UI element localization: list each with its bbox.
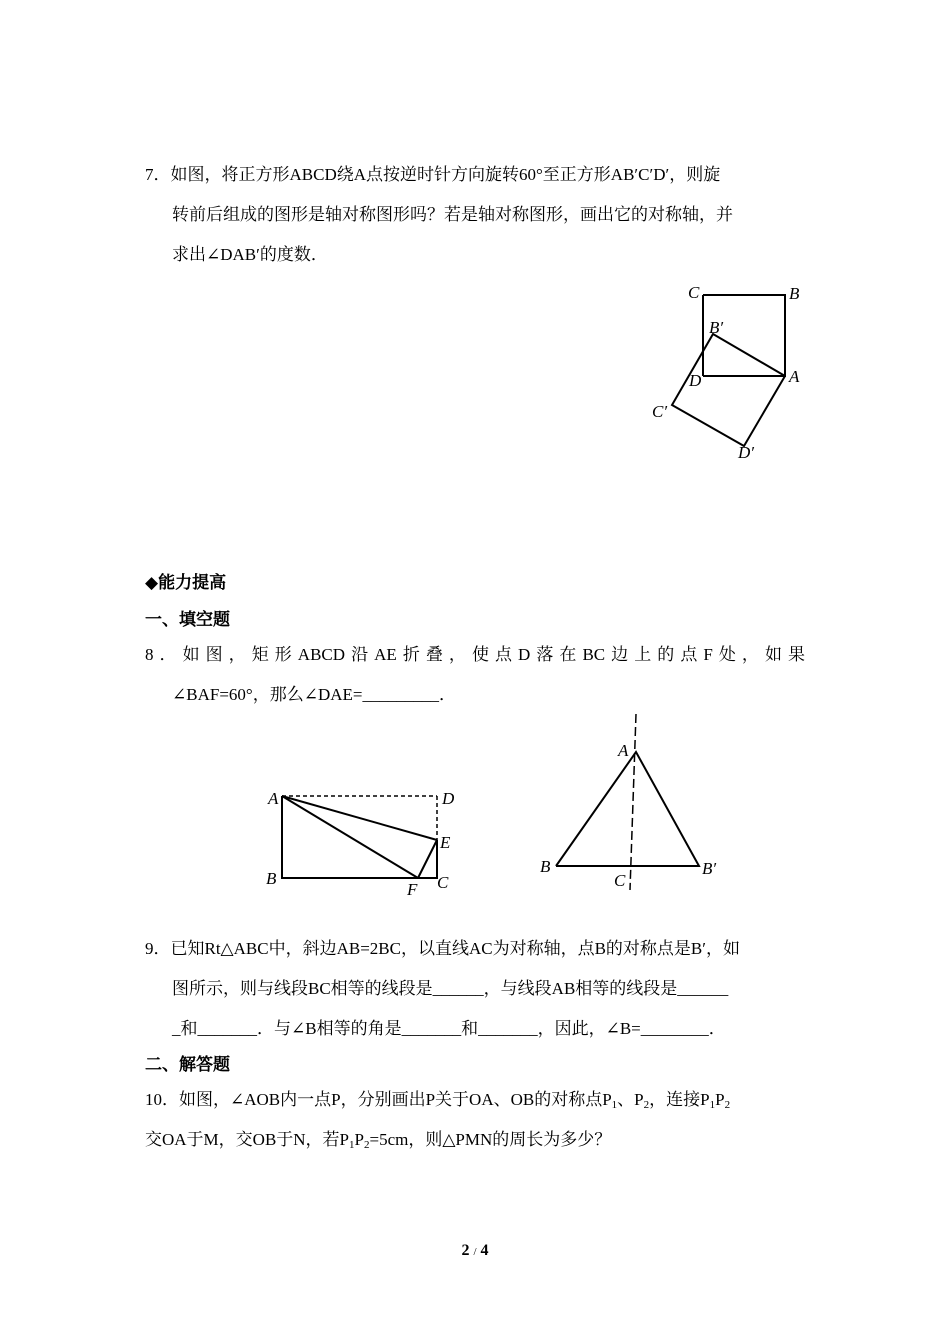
page-number bbox=[0, 1242, 950, 1260]
q10-sub5: 1 bbox=[349, 1139, 355, 1151]
q10-line1-b: 、P bbox=[617, 1090, 644, 1109]
page-current: 2 bbox=[461, 1242, 470, 1259]
q8-line1: 8．如图，矩形ABCD沿AE折叠，使点D落在BC边上的点F处，如果 bbox=[145, 645, 805, 664]
section-fill: 一、填空题 bbox=[145, 610, 230, 629]
q7-label-C1: C′ bbox=[652, 402, 668, 421]
page-separator: / bbox=[473, 1246, 477, 1258]
q7-label-D: D bbox=[689, 371, 702, 390]
q9-axis-AC bbox=[630, 714, 636, 890]
q10-line1 bbox=[145, 1088, 730, 1112]
q8-line2: ∠BAF=60°，那么∠DAE=_________． bbox=[172, 685, 456, 704]
q7-line3: 求出∠DAB′的度数． bbox=[172, 245, 328, 264]
q9-label-C: C bbox=[614, 871, 626, 890]
q8-label-A: A bbox=[268, 789, 279, 808]
q8-label-F: F bbox=[407, 880, 418, 899]
q10-sub6: 2 bbox=[364, 1139, 370, 1151]
q7-line2: 转前后组成的图形是轴对称图形吗？若是轴对称图形，画出它的对称轴，并 bbox=[172, 205, 733, 224]
q7-label-A: A bbox=[789, 367, 800, 386]
q7-label-C: C bbox=[688, 283, 700, 302]
q10-sub3: 1 bbox=[709, 1099, 716, 1111]
q10-line2-a: 交OA于M，交OB于N，若P bbox=[145, 1130, 350, 1149]
q10-line2 bbox=[145, 1128, 611, 1152]
q10-line2-c: =5cm，则△PMN的周长为多少？ bbox=[369, 1130, 612, 1149]
q9-label-B1: B′ bbox=[702, 859, 717, 878]
q9-line2: 图所示，则与线段BC相等的线段是______，与线段AB相等的线段是______ bbox=[172, 979, 729, 998]
q8-label-D: D bbox=[442, 789, 455, 808]
q8-label-B: B bbox=[266, 869, 277, 888]
q9-label-B: B bbox=[540, 857, 551, 876]
q9-line1: 9．已知Rt△ABC中，斜边AB=2BC，以直线AC为对称轴，点B的对称点是B′，如 bbox=[145, 939, 740, 958]
q9-line3: _和_______．与∠B相等的角是_______和_______，因此，∠B=________． bbox=[172, 1019, 726, 1038]
q10-sub2: 2 bbox=[643, 1099, 650, 1111]
q9-triangle bbox=[556, 752, 699, 866]
q10-line2-b: P bbox=[354, 1130, 364, 1149]
q7-label-D1: D′ bbox=[738, 443, 754, 462]
q10-line1-d: P bbox=[715, 1090, 725, 1109]
q8-label-E: E bbox=[440, 833, 451, 852]
section-ability: ◆能力提高 bbox=[145, 573, 227, 592]
q10-line1-a: 10．如图，∠AOB内一点P，分别画出P关于OA、OB的对称点P bbox=[145, 1090, 612, 1109]
q10-line1-c: ，连接P bbox=[649, 1090, 710, 1109]
q8-label-C: C bbox=[437, 873, 449, 892]
q10-sub1: 1 bbox=[611, 1099, 618, 1111]
q7-line1: 7．如图，将正方形ABCD绕A点按逆时针方向旋转60°至正方形AB′C′D′，则旋 bbox=[145, 165, 721, 184]
q7-label-B1: B′ bbox=[709, 318, 724, 337]
q7-label-B: B bbox=[789, 284, 800, 303]
q10-sub4: 2 bbox=[724, 1099, 731, 1111]
page-total: 4 bbox=[480, 1242, 489, 1259]
q9-label-A: A bbox=[618, 741, 629, 760]
section-answer: 二、解答题 bbox=[145, 1055, 230, 1074]
